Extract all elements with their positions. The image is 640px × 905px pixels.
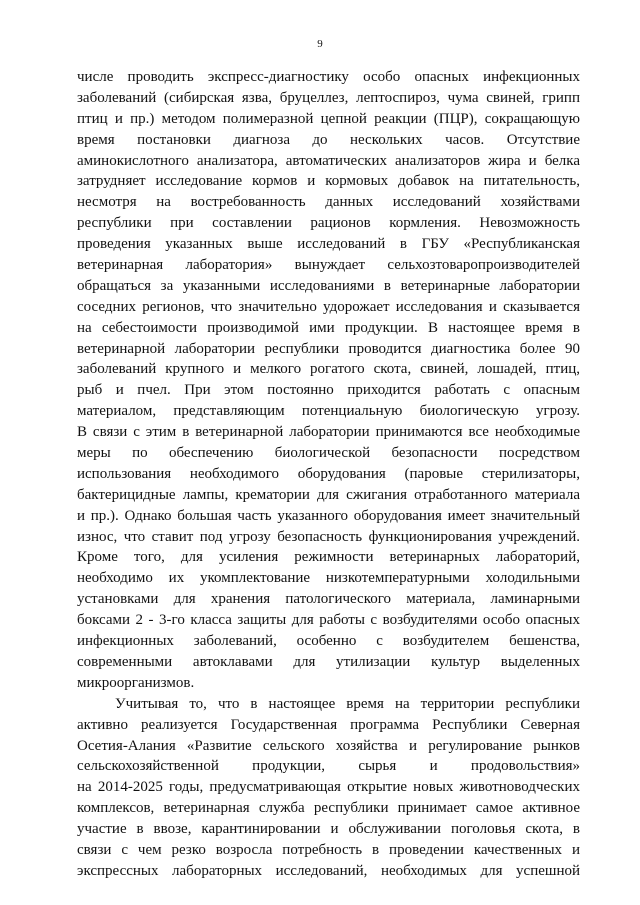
- text-line: на 2014-2025 годы, предусматривающая открытие новых животноводческих: [77, 779, 580, 796]
- text-line: заболеваний (сибирская язва, бруцеллез, лептоспироз, чума свиней, грипп: [77, 89, 580, 106]
- text-line: необходимо их укомплектование низкотемпературными холодильными: [77, 570, 580, 587]
- text-line: микроорганизмов.: [77, 674, 195, 691]
- text-line: на себестоимости производимой ими продукции. В настоящее время в: [77, 319, 580, 336]
- text-line: связи с чем резко возросла потребность в проведении качественных и: [77, 841, 580, 858]
- text-line: В связи с этим в ветеринарной лаборатории принимаются все необходимые: [77, 424, 580, 441]
- text-line: материалом, представляющим потенциальную биологическую угрозу.: [77, 403, 580, 420]
- text-line: обращаться за указанными исследованиями в ветеринарные лаборатории: [77, 277, 580, 294]
- text-line: аминокислотного анализатора, автоматических анализаторов жира и белка: [77, 152, 580, 169]
- text-line: участие в ввозе, карантинировании и обслуживании поголовья скота, в: [77, 821, 580, 838]
- text-line: износ, что ставит под угрозу безопасность функционирования учреждений.: [77, 528, 580, 545]
- text-line: ветеринарной лаборатории республики проводится диагностика более 90: [77, 340, 580, 357]
- text-line: Осетия-Алания «Развитие сельского хозяйства и регулирование рынков: [77, 737, 580, 754]
- text-line: и пр.). Однако большая часть указанного оборудования имеет значительный: [77, 507, 580, 524]
- text-line: комплексов, ветеринарная служба республики принимает самое активное: [77, 800, 580, 817]
- text-line: несмотря на востребованность данных исследований хозяйствами: [77, 194, 580, 211]
- text-line: использования необходимого оборудования (паровые стерилизаторы,: [77, 465, 580, 482]
- body-text: [77, 67, 580, 882]
- text-line: ветеринарная лаборатория» вынуждает сельхозтоваропроизводителей: [77, 257, 580, 274]
- text-line: соседних регионов, что значительно удорожает исследования и сказывается: [77, 298, 580, 315]
- page-number: 9: [317, 38, 323, 50]
- text-line: инфекционных заболеваний, особенно с возбудителем бешенства,: [77, 633, 580, 650]
- text-line: сельскохозяйственной продукции, сырья и продовольствия»: [77, 758, 580, 775]
- text-line: Учитывая то, что в настоящее время на территории республики: [115, 695, 580, 712]
- text-line: проведения указанных выше исследований в ГБУ «Республиканская: [77, 236, 580, 253]
- text-line: экспрессных лабораторных исследований, необходимых для успешной: [77, 862, 580, 879]
- text-line: Кроме того, для усиления режимности ветеринарных лабораторий,: [77, 549, 580, 566]
- text-line: числе проводить экспресс-диагностику особо опасных инфекционных: [77, 69, 580, 85]
- text-line: республики при составлении рационов кормления. Невозможность: [77, 215, 580, 232]
- text-line: бактерицидные лампы, крематории для сжигания отработанного материала: [77, 486, 580, 503]
- text-line: затрудняет исследование кормов и кормовых добавок на питательность,: [77, 173, 580, 190]
- text-line: заболеваний крупного и мелкого рогатого скота, свиней, лошадей, птиц,: [77, 361, 580, 378]
- text-line: боксами 2 - 3-го класса защиты для работы с возбудителями особо опасных: [77, 612, 580, 629]
- text-line: установками для хранения патологического материала, ламинарными: [77, 591, 580, 608]
- text-line: современными автоклавами для утилизации культур выделенных: [77, 653, 580, 670]
- text-line: рыб и пчел. При этом постоянно приходится работать с опасным: [77, 382, 580, 399]
- text-line: время постановки диагноза до нескольких часов. Отсутствие: [77, 131, 580, 148]
- text-line: меры по обеспечению биологической безопасности посредством: [77, 445, 580, 462]
- text-line: активно реализуется Государственная программа Республики Северная: [77, 716, 580, 733]
- text-line: птиц и пр.) методом полимеразной цепной реакции (ПЦР), сокращающую: [77, 110, 580, 127]
